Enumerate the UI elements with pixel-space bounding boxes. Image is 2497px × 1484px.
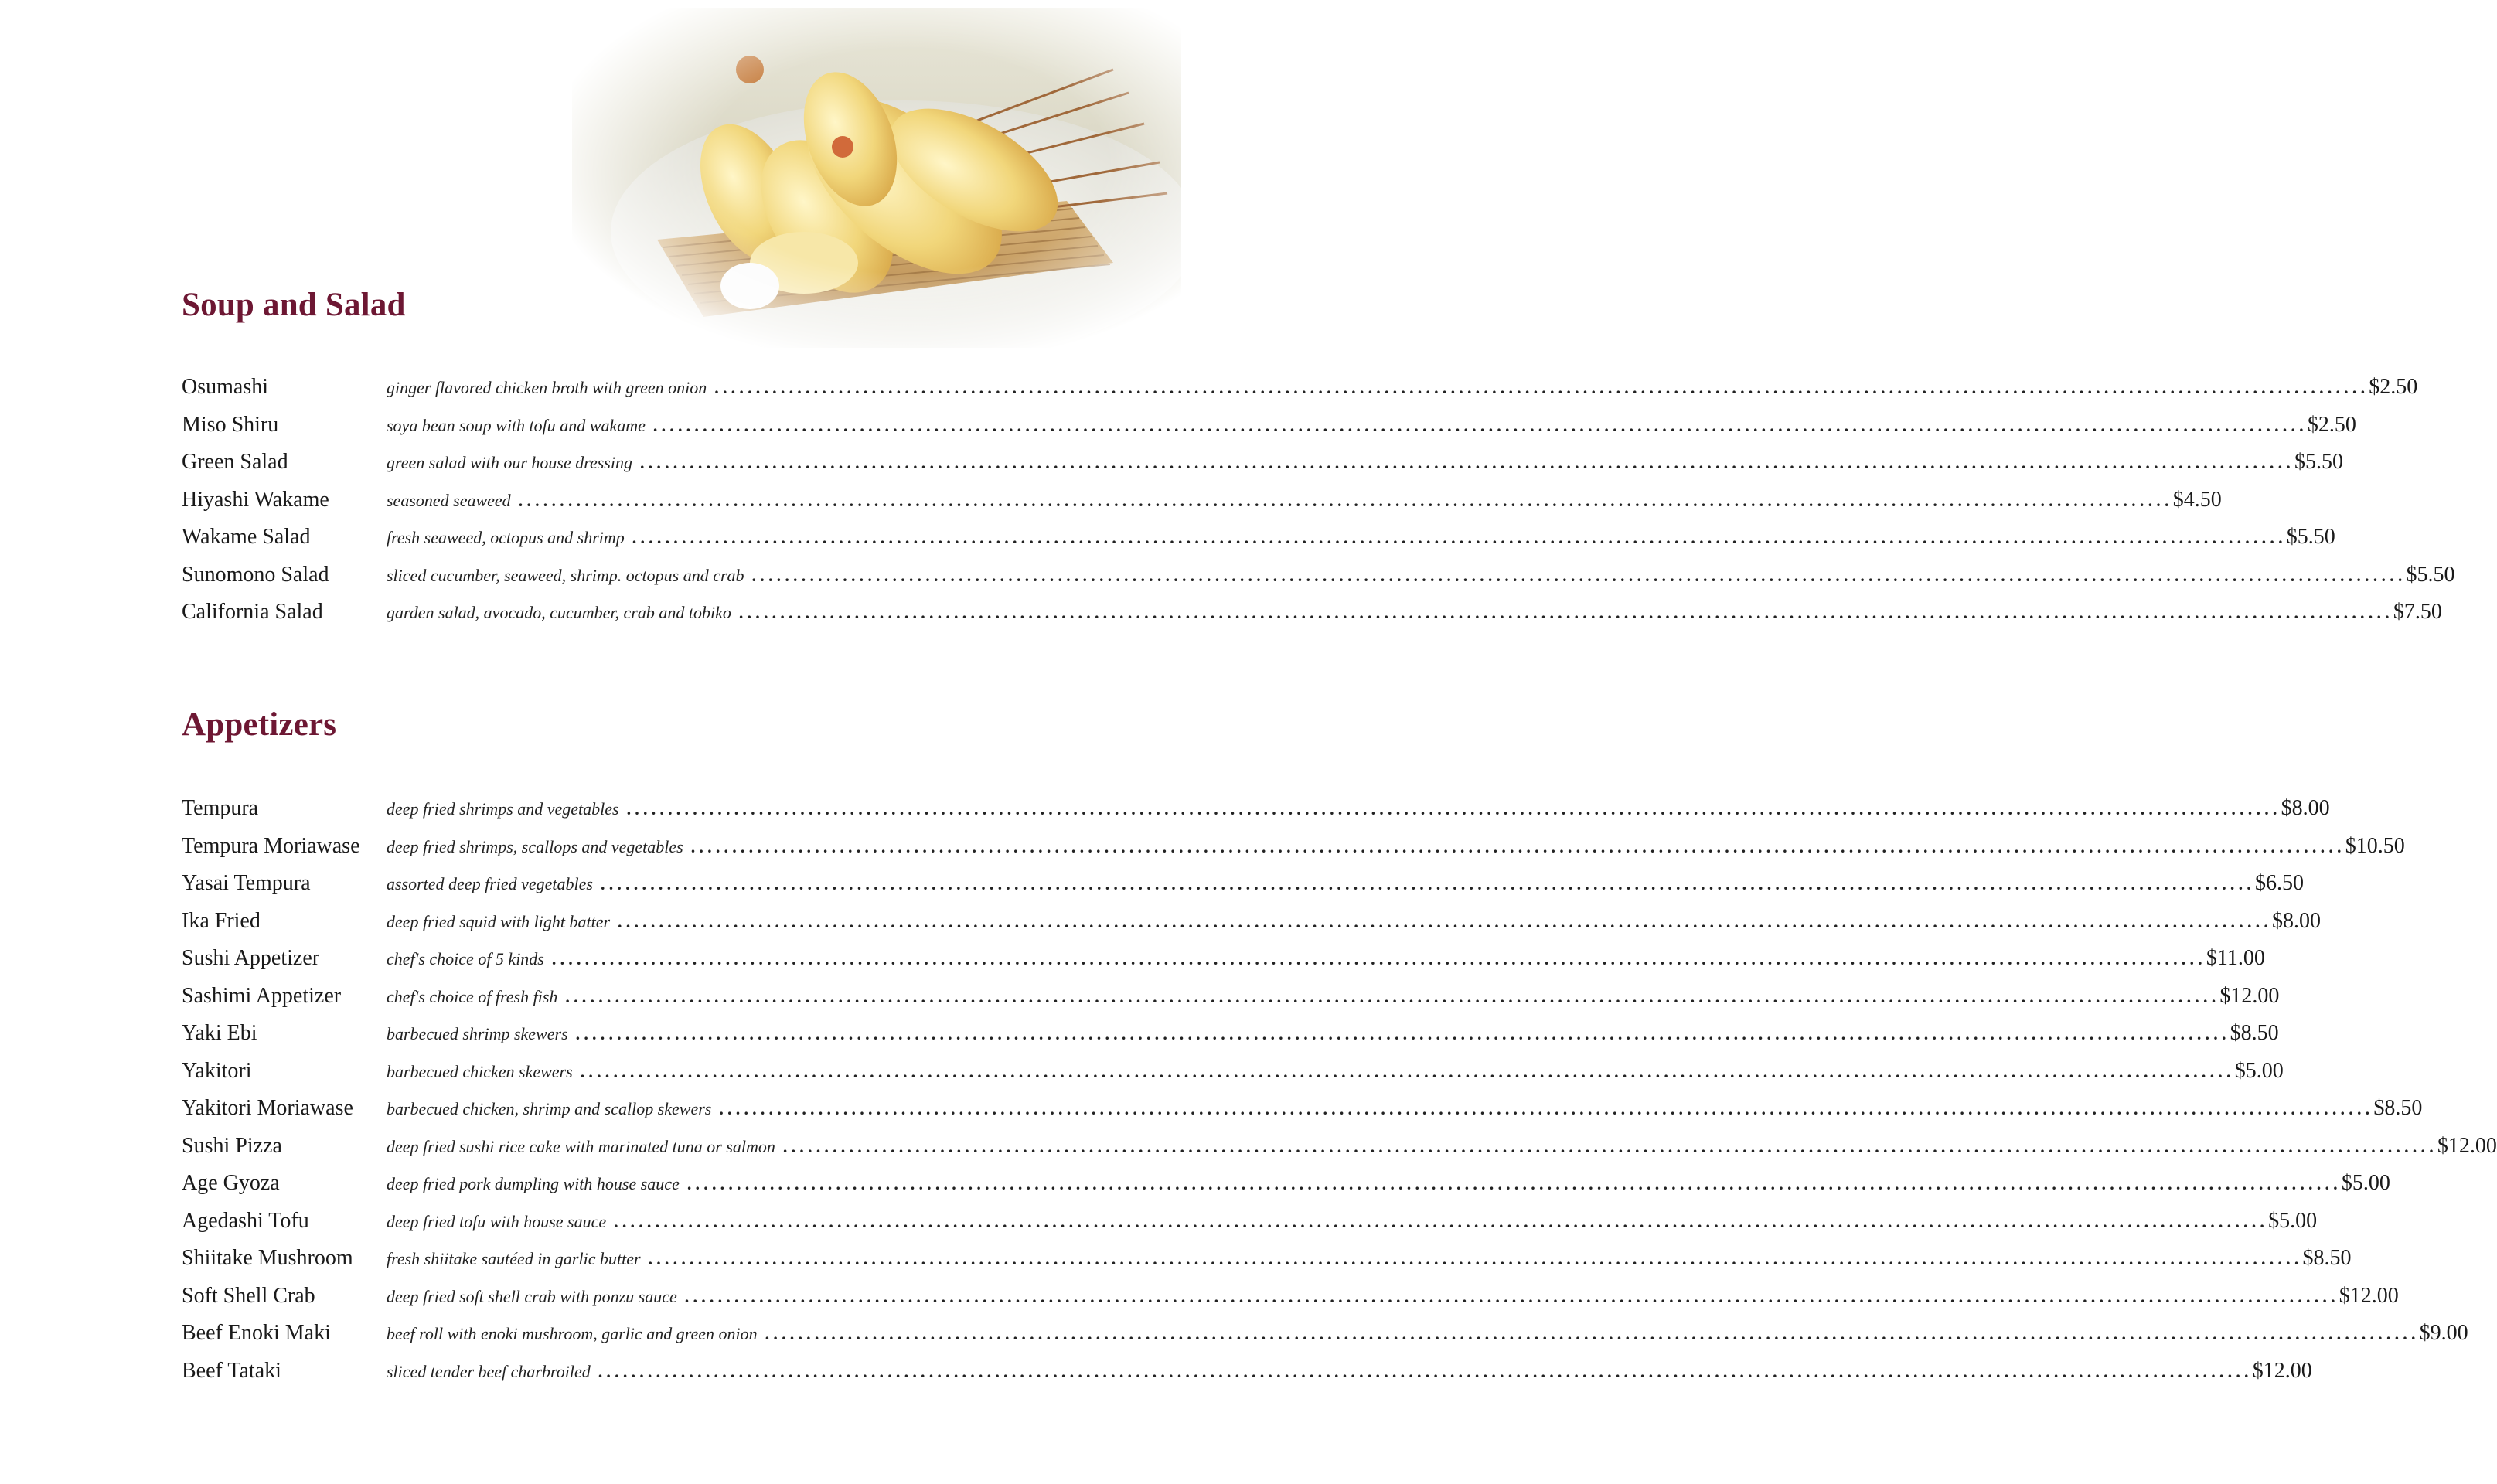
menu-item-price: $8.50 (2302, 1246, 2352, 1270)
menu-item (182, 1281, 2399, 1319)
menu-item (182, 522, 2335, 560)
menu-item-description: sliced tender beef charbroiled (387, 1361, 591, 1381)
dot-leader: ........................................................................................................................................................................................................ (652, 415, 2308, 435)
menu-item-price: $5.50 (2406, 562, 2455, 587)
menu-item-detail (387, 868, 2304, 900)
dot-leader: ........................................................................................................................................................................................................ (751, 565, 2407, 585)
menu-item-price: $2.50 (2307, 412, 2356, 437)
menu-item-description: beef roll with enoki mushroom, garlic and green onion (387, 1324, 758, 1343)
menu-item-price: $12.00 (2252, 1358, 2312, 1383)
menu-item-detail (387, 1243, 2352, 1275)
menu-item-name: Soft Shell Crab (182, 1283, 315, 1308)
menu-item-price: $8.50 (2230, 1021, 2279, 1045)
dot-leader: ........................................................................................................................................................................................................ (714, 378, 2369, 397)
menu-item-price: $12.00 (2437, 1133, 2497, 1158)
menu-item-detail (387, 1093, 2423, 1125)
menu-item-description: assorted deep fried vegetables (387, 874, 593, 893)
menu-item-name: Wakame Salad (182, 525, 311, 549)
menu-item-name: Hiyashi Wakame (182, 487, 329, 512)
dot-leader: ........................................................................................................................................................................................................ (690, 836, 2345, 856)
menu-item (182, 1131, 2497, 1169)
menu-item-description: fresh shiitake sautéed in garlic butter (387, 1249, 641, 1268)
dot-leader: ........................................................................................................................................................................................................ (719, 1099, 2374, 1118)
menu-item (182, 560, 2455, 597)
menu-item-price: $4.50 (2172, 487, 2222, 512)
tempura-photo (572, 8, 1181, 348)
dot-leader: ........................................................................................................................................................................................................ (686, 1174, 2342, 1193)
menu-item-price: $12.00 (2339, 1283, 2399, 1308)
menu-item-name: Yaki Ebi (182, 1021, 257, 1045)
menu-item-name: Miso Shiru (182, 412, 279, 437)
menu-item (182, 1056, 2284, 1094)
menu-item (182, 1018, 2279, 1056)
menu-item-name: Agedashi Tofu (182, 1208, 309, 1233)
menu-item-description: deep fried pork dumpling with house sauce (387, 1174, 680, 1193)
menu-item-price: $5.00 (2268, 1208, 2318, 1233)
dot-leader: ........................................................................................................................................................................................................ (575, 1024, 2230, 1043)
dot-leader: ........................................................................................................................................................................................................ (626, 799, 2281, 819)
section-title-appetizers: Appetizers (182, 706, 337, 743)
menu-item-detail (387, 597, 2442, 628)
menu-item-description: deep fried sushi rice cake with marinated tuna or salmon (387, 1136, 775, 1156)
menu-item-description: sliced cucumber, seaweed, shrimp. octopus and crab (387, 565, 744, 585)
menu-item-name: Age Gyoza (182, 1171, 280, 1195)
menu-list-soup-and-salad (182, 372, 2455, 635)
menu-item-description: barbecued shrimp skewers (387, 1024, 568, 1043)
dot-leader: ........................................................................................................................................................................................................ (632, 528, 2287, 547)
menu-item-detail (387, 522, 2335, 553)
menu-item-name: Beef Enoki Maki (182, 1321, 331, 1345)
tempura-illustration (572, 8, 1181, 348)
menu-item-name: Ika Fried (182, 908, 261, 933)
menu-item-name: Sashimi Appetizer (182, 983, 342, 1008)
section-title-soup-and-salad: Soup and Salad (182, 287, 406, 323)
menu-item-description: seasoned seaweed (387, 490, 511, 510)
dot-leader: ........................................................................................................................................................................................................ (551, 949, 2206, 968)
menu-item (182, 793, 2330, 831)
menu-item-description: green salad with our house dressing (387, 453, 632, 472)
menu-item (182, 597, 2442, 635)
menu-item-detail (387, 1131, 2497, 1162)
menu-item-detail (387, 560, 2455, 591)
menu-item (182, 1093, 2423, 1131)
menu-item (182, 906, 2322, 944)
menu-item (182, 981, 2280, 1019)
menu-item (182, 485, 2222, 522)
menu-item-name: Yasai Tempura (182, 871, 311, 895)
menu-item-price: $5.00 (2341, 1171, 2390, 1195)
menu-item-description: fresh seaweed, octopus and shrimp (387, 528, 625, 547)
menu-item-detail (387, 981, 2280, 1013)
dot-leader: ........................................................................................................................................................................................................ (598, 1361, 2253, 1381)
menu-item-price: $12.00 (2219, 983, 2280, 1008)
dot-leader: ........................................................................................................................................................................................................ (765, 1324, 2420, 1343)
menu-item-name: Yakitori (182, 1058, 252, 1083)
menu-item-detail (387, 1018, 2279, 1050)
menu-item-description: barbecued chicken skewers (387, 1061, 573, 1081)
menu-item-name: Tempura (182, 796, 259, 820)
menu-item-description: deep fried squid with light batter (387, 911, 611, 931)
menu-item-name: Sunomono Salad (182, 562, 329, 587)
menu-item (182, 410, 2356, 448)
menu-item (182, 868, 2304, 906)
menu-item-name: Beef Tataki (182, 1358, 281, 1383)
menu-item-description: deep fried soft shell crab with ponzu sauce (387, 1286, 677, 1306)
menu-item-price: $5.50 (2286, 525, 2335, 549)
menu-item (182, 372, 2418, 410)
menu-item (182, 1168, 2390, 1206)
menu-item-price: $5.50 (2294, 450, 2343, 474)
dot-leader: ........................................................................................................................................................................................................ (782, 1136, 2437, 1156)
menu-item-name: Sushi Pizza (182, 1133, 282, 1158)
menu-item-name: California Salad (182, 600, 323, 624)
menu-item-description: soya bean soup with tofu and wakame (387, 415, 646, 435)
menu-item-price: $8.00 (2281, 796, 2330, 820)
menu-item-description: deep fried tofu with house sauce (387, 1211, 607, 1231)
menu-item-name: Shiitake Mushroom (182, 1246, 353, 1270)
menu-item-price: $6.50 (2255, 871, 2304, 895)
menu-item-name: Sushi Appetizer (182, 946, 320, 970)
dot-leader: ........................................................................................................................................................................................................ (738, 603, 2393, 622)
menu-item-detail (387, 447, 2343, 478)
menu-item-detail (387, 943, 2265, 975)
dot-leader: ........................................................................................................................................................................................................ (565, 986, 2220, 1006)
menu-item (182, 1318, 2468, 1356)
menu-item-price: $8.50 (2373, 1096, 2423, 1120)
menu-item-description: ginger flavored chicken broth with green onion (387, 378, 707, 397)
menu-item-price: $10.50 (2345, 833, 2405, 858)
menu-item-price: $9.00 (2419, 1321, 2468, 1345)
menu-item-detail (387, 831, 2405, 863)
menu-item (182, 1206, 2318, 1244)
menu-item-name: Yakitori Moriawase (182, 1096, 353, 1120)
dot-leader: ........................................................................................................................................................................................................ (648, 1249, 2303, 1268)
menu-item (182, 831, 2405, 869)
menu-item-detail (387, 1168, 2390, 1200)
menu-item-description: chef's choice of fresh fish (387, 986, 558, 1006)
menu-item-detail (387, 1206, 2318, 1237)
menu-list-appetizers (182, 793, 2497, 1393)
menu-item-description: deep fried shrimps and vegetables (387, 799, 619, 819)
menu-item-price: $8.00 (2272, 908, 2322, 933)
menu-item-description: deep fried shrimps, scallops and vegetables (387, 836, 683, 856)
menu-item-description: barbecued chicken, shrimp and scallop skewers (387, 1099, 712, 1118)
dot-leader: ........................................................................................................................................................................................................ (580, 1061, 2235, 1081)
menu-item-description: chef's choice of 5 kinds (387, 949, 544, 968)
dot-leader: ........................................................................................................................................................................................................ (684, 1286, 2339, 1306)
menu-item-detail (387, 1318, 2468, 1350)
menu-item-detail (387, 1281, 2399, 1312)
menu-item-name: Green Salad (182, 450, 288, 474)
menu-item-detail (387, 372, 2418, 403)
menu-item-detail (387, 1056, 2284, 1087)
menu-item-price: $7.50 (2393, 600, 2442, 624)
dot-leader: ........................................................................................................................................................................................................ (518, 490, 2173, 510)
menu-item-detail (387, 1356, 2312, 1387)
menu-item-price: $5.00 (2234, 1058, 2284, 1083)
dot-leader: ........................................................................................................................................................................................................ (639, 453, 2294, 472)
menu-item (182, 943, 2265, 981)
menu-item-name: Tempura Moriawase (182, 833, 360, 858)
menu-item (182, 1243, 2352, 1281)
menu-item-detail (387, 906, 2322, 938)
dot-leader: ........................................................................................................................................................................................................ (601, 874, 2255, 893)
menu-item (182, 447, 2343, 485)
dot-leader: ........................................................................................................................................................................................................ (614, 1211, 2269, 1231)
menu-item-description: garden salad, avocado, cucumber, crab and tobiko (387, 603, 731, 622)
menu-item (182, 1356, 2312, 1394)
menu-item-detail (387, 410, 2356, 441)
menu-item-price: $11.00 (2206, 946, 2265, 970)
menu-item-detail (387, 485, 2222, 516)
menu-item-price: $2.50 (2369, 375, 2418, 399)
dot-leader: ........................................................................................................................................................................................................ (618, 911, 2273, 931)
menu-item-name: Osumashi (182, 375, 268, 399)
menu-item-detail (387, 793, 2330, 825)
